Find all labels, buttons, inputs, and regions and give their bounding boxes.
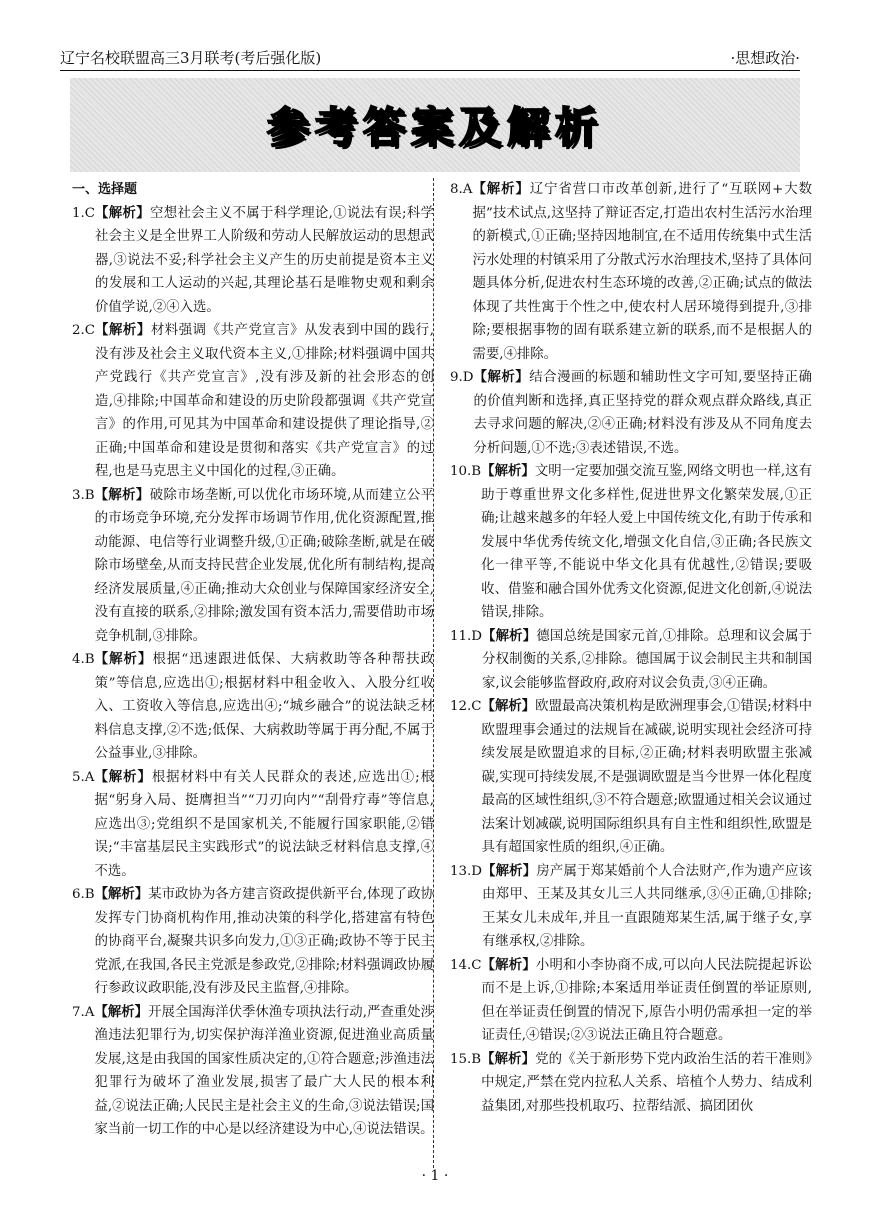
answer-number: 4.B bbox=[72, 652, 95, 667]
page-title: 参考答案及解析 bbox=[266, 103, 603, 152]
answer-number: 7.A bbox=[72, 1004, 95, 1020]
answer-body bbox=[95, 202, 434, 320]
answer-text: 党的《关于新形势下党内政治生活的若干准则》中规定,严禁在党内拉私人关系、培植个人势力、结成利益集团,对那些投机取巧、拉帮结派、搞团团伙 bbox=[481, 1051, 812, 1114]
analysis-tag: 【解析】 bbox=[94, 769, 152, 785]
analysis-tag: 【解析】 bbox=[481, 1051, 536, 1067]
answer-item bbox=[72, 1001, 434, 1142]
analysis-tag: 【解析】 bbox=[94, 1004, 149, 1020]
answer-item bbox=[450, 954, 812, 1048]
analysis-tag: 【解析】 bbox=[473, 370, 530, 385]
answer-text: 根据“迅速跟进低保、大病救助等各种帮扶政策”等信息,应选出①;根据材料中租金收入、入股分红收入、工资收入等信息,应选出④;“城乡融合”的说法缺乏材料信息支撑,②不选;低保、大病救助等属于再分配,不属于公益事业,③排除。 bbox=[94, 652, 434, 761]
answer-number: 13.D bbox=[450, 863, 483, 879]
answer-body bbox=[482, 625, 812, 696]
left-column bbox=[72, 178, 434, 1142]
answer-text: 德国总统是国家元首,①排除。总理和议会属于分权制衡的关系,②排除。德国属于议会制民主共和制国家,议会能够监督政府,政府对议会负责,③④正确。 bbox=[482, 628, 812, 691]
answer-text: 结合漫画的标题和辅助性文字可知,要坚持正确的价值判断和选择,真正坚持党的群众观点群众路线,真正去寻求问题的解决,②④正确;材料没有涉及从不同角度去分析问题,①不选;③表述错误,不选。 bbox=[473, 370, 812, 456]
right-answer-list bbox=[450, 178, 812, 1118]
answer-body bbox=[472, 178, 812, 366]
answer-item bbox=[450, 695, 812, 860]
answer-body bbox=[94, 1001, 434, 1142]
answer-item bbox=[72, 319, 434, 484]
answer-item bbox=[72, 766, 434, 884]
analysis-tag: 【解析】 bbox=[94, 487, 150, 503]
analysis-tag: 【解析】 bbox=[95, 323, 151, 338]
analysis-tag: 【解析】 bbox=[472, 182, 530, 197]
page-number: · 1 · bbox=[421, 1168, 449, 1184]
answer-number: 11.D bbox=[450, 628, 483, 644]
answer-item bbox=[72, 202, 434, 320]
analysis-tag: 【解析】 bbox=[482, 628, 537, 644]
answer-body bbox=[95, 883, 434, 1001]
header-exam-title: 辽宁名校联盟高三3月联考(考后强化版) bbox=[60, 49, 322, 67]
answer-text: 材料强调《共产党宣言》从发表到中国的践行,没有涉及社会主义取代资本主义,①排除;材料强调中国共产党践行《共产党宣言》,没有涉及新的社会形态的创造,④排除;中国革命和建设的历史阶段都强调《共产党宣言》的作用,可见其为中国革命和建设提供了理论指导,②正确;中国革命和建设是贯彻和落实《共产党宣言》的过程,也是马克思主义中国化的过程,③正确。 bbox=[95, 323, 435, 479]
analysis-tag: 【解析】 bbox=[482, 863, 537, 879]
section-title: 一、选择题 bbox=[72, 182, 138, 197]
analysis-tag: 【解析】 bbox=[94, 887, 149, 902]
answer-body bbox=[95, 484, 434, 649]
analysis-tag: 【解析】 bbox=[481, 464, 535, 479]
title-banner bbox=[70, 78, 800, 172]
answer-body bbox=[474, 366, 812, 460]
answer-body bbox=[481, 1048, 812, 1119]
answer-number: 8.A bbox=[450, 182, 473, 197]
answer-item bbox=[72, 484, 434, 649]
header-subject: ·思想政治· bbox=[730, 49, 800, 67]
answer-number: 5.A bbox=[72, 769, 95, 785]
answer-number: 10.B bbox=[450, 464, 482, 479]
analysis-tag: 【解析】 bbox=[481, 699, 536, 714]
analysis-tag: 【解析】 bbox=[481, 957, 536, 973]
answer-number: 1.C bbox=[72, 205, 96, 221]
answer-text: 文明一定要加强交流互鉴,网络文明也一样,这有助于尊重世界文化多样性,促进世界文化繁荣发展,①正确;让越来越多的年轻人爱上中国传统文化,有助于传承和发展中华优秀传统文化,增强文化自信,③正确;各民族文化一律平等,不能说中华文化具有优越性,②错误;要吸收、借鉴和融合国外优秀文化资源,促进文化创新,④说法错误,排除。 bbox=[481, 464, 812, 620]
answer-body bbox=[481, 460, 812, 625]
answer-text: 小明和小李协商不成,可以向人民法院提起诉讼而不是上诉,①排除;本案适用举证责任倒置的举证原则,但在举证责任倒置的情况下,原告小明仍需承担一定的举证责任,④错误;②③说法正确且符合题意。 bbox=[481, 957, 812, 1043]
answer-text: 根据材料中有关人民群众的表述,应选出①;根据“躬身入局、挺膺担当”“刀刃向内”“刮骨疗毒”等信息,应选出③;党组织不是国家机关,不能履行国家职能,②错误;“丰富基层民主实践形式”的说法缺乏材料信息支撑,④不选。 bbox=[94, 769, 434, 879]
answer-number: 12.C bbox=[450, 699, 482, 714]
answer-item bbox=[450, 625, 812, 696]
answer-text: 欧盟最高决策机构是欧洲理事会,①错误;材料中欧盟理事会通过的法规旨在减碳,说明实现社会经济可持续发展是欧盟追求的目标,②正确;材料表明欧盟主张减碳,实现可持续发展,不是强调欧盟是当今世界一体化程度最高的区域性组织,③不符合题意;欧盟通过相关会议通过法案计划减碳,说明国际组织具有自主性和组织性,欧盟是具有超国家性质的组织,④正确。 bbox=[481, 699, 813, 855]
answer-item bbox=[450, 460, 812, 625]
left-answer-list bbox=[72, 202, 434, 1142]
answer-body bbox=[482, 954, 812, 1048]
answer-item bbox=[450, 366, 812, 460]
answer-item bbox=[450, 860, 812, 954]
header-rule bbox=[60, 70, 800, 71]
answer-text: 空想社会主义不属于科学理论,①说法有误;科学社会主义是全世界工人阶级和劳动人民解放运动的思想武器,③说法不妥;科学社会主义产生的历史前提是资本主义的发展和工人运动的兴起,其理论基石是唯物史观和剩余价值学说,②④入选。 bbox=[95, 205, 434, 315]
answer-number: 6.B bbox=[72, 887, 95, 902]
right-column bbox=[450, 178, 812, 1118]
answer-number: 2.C bbox=[72, 323, 96, 338]
answer-number: 9.D bbox=[450, 370, 474, 385]
analysis-tag: 【解析】 bbox=[94, 652, 153, 667]
column-divider bbox=[433, 178, 434, 1168]
answer-number: 14.C bbox=[450, 957, 482, 973]
answer-item bbox=[450, 178, 812, 366]
answer-item bbox=[450, 1048, 812, 1119]
answer-body bbox=[95, 648, 434, 766]
answer-text: 房产属于郑某婚前个人合法财产,作为遗产应该由郑甲、王某及其女儿三人共同继承,③④正确,①排除;王某女儿未成年,并且一直跟随郑某生活,属于继子女,享有继承权,②排除。 bbox=[482, 863, 812, 949]
answer-number: 15.B bbox=[450, 1051, 482, 1067]
answer-number: 3.B bbox=[72, 487, 95, 503]
page-header bbox=[60, 46, 800, 68]
answer-text: 某市政协为各方建言资政提供新平台,体现了政协发挥专门协商机构作用,推动决策的科学化,搭建富有特色的协商平台,凝聚共识多向发力,①③正确;政协不等于民主党派,在我国,各民主党派是参政党,②排除;材料强调政协履行参政议政职能,没有涉及民主监督,④排除。 bbox=[94, 887, 434, 996]
answer-item bbox=[72, 648, 434, 766]
answer-body bbox=[95, 319, 434, 484]
answer-body bbox=[482, 860, 812, 954]
answer-text: 开展全国海洋伏季休渔专项执法行动,严查重处涉渔违法犯罪行为,切实保护海洋渔业资源,促进渔业高质量发展,这是由我国的国家性质决定的,①符合题意;涉渔违法犯罪行为破坏了渔业发展,损害了最广大人民的根本利益,②说法正确;人民民主是社会主义的生命,③说法错误;国家当前一切工作的中心是以经济建设为中心,④说法错误。 bbox=[94, 1004, 435, 1137]
answer-text: 辽宁省营口市改革创新,进行了“互联网+大数据”技术试点,这坚持了辩证否定,打造出农村生活污水治理的新模式,①正确;坚持因地制宜,在不适用传统集中式生活污水处理的村镇采用了分散式污水治理技术,坚持了具体问题具体分析,促进农村生态环境的改善,②正确;试点的做法体现了共性寓于个性之中,使农村人居环境得到提升,③排除;要根据事物的固有联系建立新的联系,而不是根据人的需要,④排除。 bbox=[472, 182, 813, 362]
analysis-tag: 【解析】 bbox=[95, 205, 151, 221]
answer-text: 破除市场垄断,可以优化市场环境,从而建立公平的市场竞争环境,充分发挥市场调节作用,优化资源配置,推动能源、电信等行业调整升级,①正确;破除垄断,就是在破除市场壁垒,从而支持民营企业发展,优化所有制结构,提高经济发展质量,④正确;推动大众创业与保障国家经济安全,没有直接的联系,②排除;激发国有资本活力,需要借助市场竞争机制,③排除。 bbox=[94, 487, 435, 644]
answer-item bbox=[72, 883, 434, 1001]
answer-body bbox=[482, 695, 812, 860]
answer-body bbox=[94, 766, 434, 884]
